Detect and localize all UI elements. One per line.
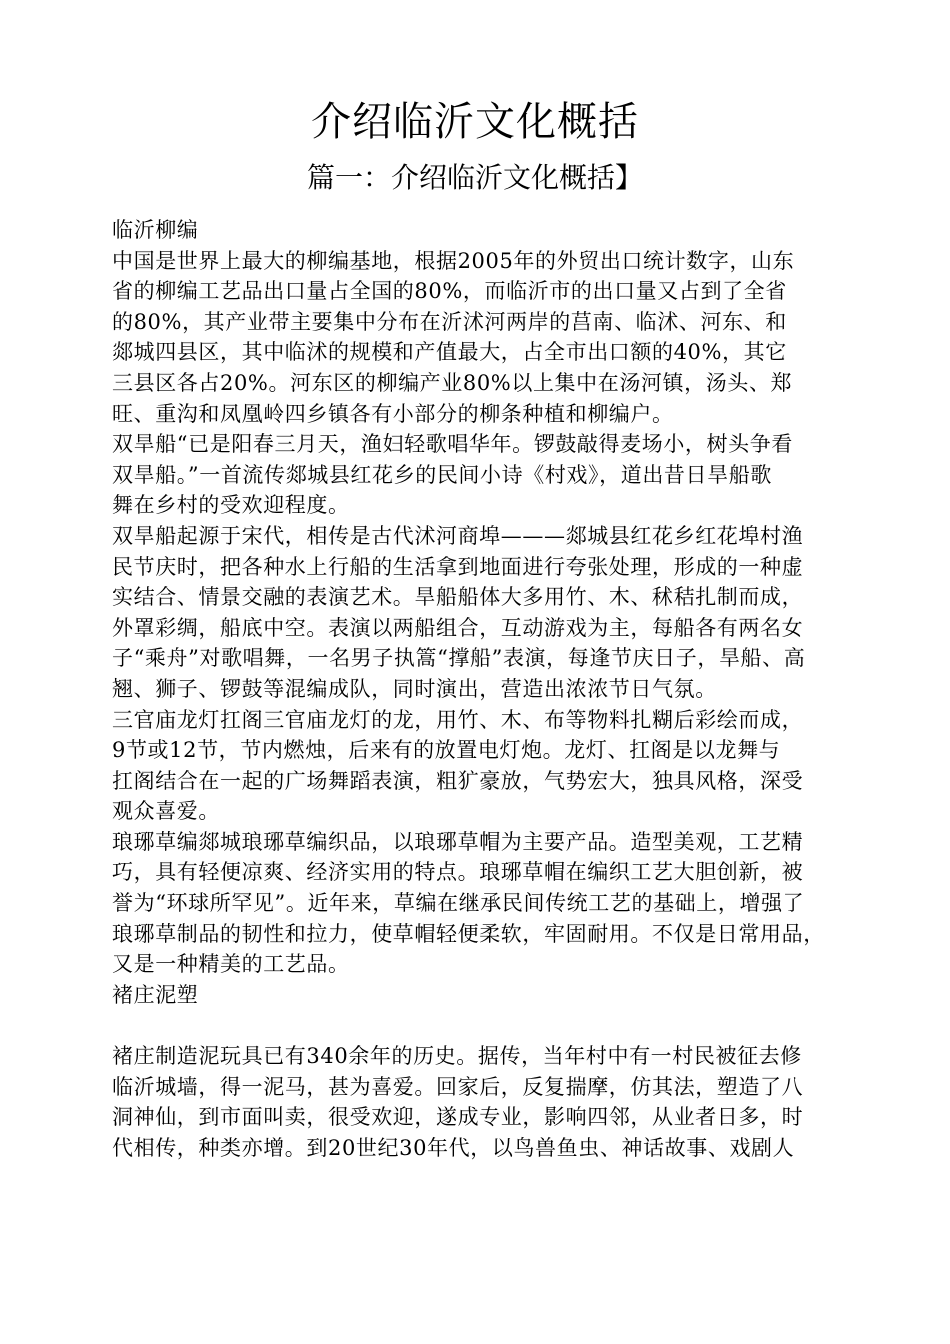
- text-line: 琅琊草编郯城琅琊草编织品，以琅琊草帽为主要产品。造型美观，工艺精: [112, 829, 804, 854]
- text-line: 外罩彩绸，船底中空。表演以两船组合，互动游戏为主，每船各有两名女: [112, 615, 804, 640]
- text-line: 旺、重沟和凤凰岭四乡镇各有小部分的柳条种植和柳编户。: [112, 401, 674, 426]
- text-line: 临沂城墙，得一泥马，甚为喜爱。回家后，反复揣摩，仿其法，塑造了八: [112, 1074, 804, 1099]
- text-line: 巧，具有轻便凉爽、经济实用的特点。琅琊草帽在编织工艺大胆创新，被: [112, 860, 804, 885]
- document-body: [112, 215, 882, 1163]
- text-line: 代相传，种类亦增。到20世纪30年代，以鸟兽鱼虫、神话故事、戏剧人: [112, 1135, 795, 1160]
- text-line: 双旱船起源于宋代，相传是古代沭河商埠———郯城县红花乡红花埠村渔: [112, 523, 804, 548]
- text-line: 褚庄制造泥玩具已有340余年的历史。据传，当年村中有一村民被征去修: [112, 1044, 802, 1069]
- text-line: 省的柳编工艺品出口量占全国的80%，而临沂市的出口量又占到了全省: [112, 279, 787, 304]
- text-line: 翘、狮子、锣鼓等混编成队，同时演出，营造出浓浓节日气氛。: [112, 676, 717, 701]
- text-line: 双旱船“已是阳春三月天，渔妇轻歌唱华年。锣鼓敲得麦场小，树头争看: [112, 432, 793, 457]
- text-line: 中国是世界上最大的柳编基地，根据2005年的外贸出口统计数字，山东: [112, 248, 795, 273]
- document-subtitle: 篇一：介绍临沂文化概括】: [306, 161, 643, 194]
- text-line: 琅琊草制品的韧性和拉力，使草帽轻便柔软，牢固耐用。不仅是日常用品，: [112, 921, 825, 946]
- text-line: 子“乘舟”对歌唱舞，一名男子执篙“撑船”表演，每逢节庆日子，旱船、高: [112, 646, 806, 671]
- text-line: 郯城四县区，其中临沭的规模和产值最大，占全市出口额的40%，其它: [112, 340, 787, 365]
- text-line: 双旱船。”一首流传郯城县红花乡的民间小诗《村戏》，道出昔日旱船歌: [112, 462, 772, 487]
- text-line: 的80%，其产业带主要集中分布在沂沭河两岸的莒南、临沭、河东、和: [112, 309, 787, 334]
- text-line: 三官庙龙灯扛阁三官庙龙灯的龙，用竹、木、布等物料扎糊后彩绘而成，: [112, 707, 804, 732]
- text-line: 舞在乡村的受欢迎程度。: [112, 493, 350, 518]
- text-line: 扛阁结合在一起的广场舞蹈表演，粗犷豪放，气势宏大，独具风格，深受: [112, 768, 804, 793]
- text-line: 誉为“环球所罕见”。近年来，草编在继承民间传统工艺的基础上，增强了: [112, 891, 805, 916]
- paragraph-gap: [112, 1010, 882, 1041]
- text-line: 民节庆时，把各种水上行船的生活拿到地面进行夸张处理，形成的一种虚: [112, 554, 804, 579]
- text-line: 洞神仙，到市面叫卖，很受欢迎，遂成专业，影响四邻，从业者日多，时: [112, 1105, 804, 1130]
- text-line: 观众喜爱。: [112, 799, 220, 824]
- document-title: 介绍临沂文化概括: [311, 99, 639, 145]
- text-line: 9节或12节，节内燃烛，后来有的放置电灯炮。龙灯、扛阁是以龙舞与: [112, 738, 781, 763]
- text-line: 实结合、情景交融的表演艺术。旱船船体大多用竹、木、秫秸扎制而成，: [112, 585, 804, 610]
- text-line: 又是一种精美的工艺品。: [112, 952, 350, 977]
- text-line: 临沂柳编: [112, 218, 199, 242]
- text-line: 三县区各占20%。河东区的柳编产业80%以上集中在汤河镇，汤头、郑: [112, 370, 793, 395]
- section-heading: 褚庄泥塑: [112, 982, 199, 1007]
